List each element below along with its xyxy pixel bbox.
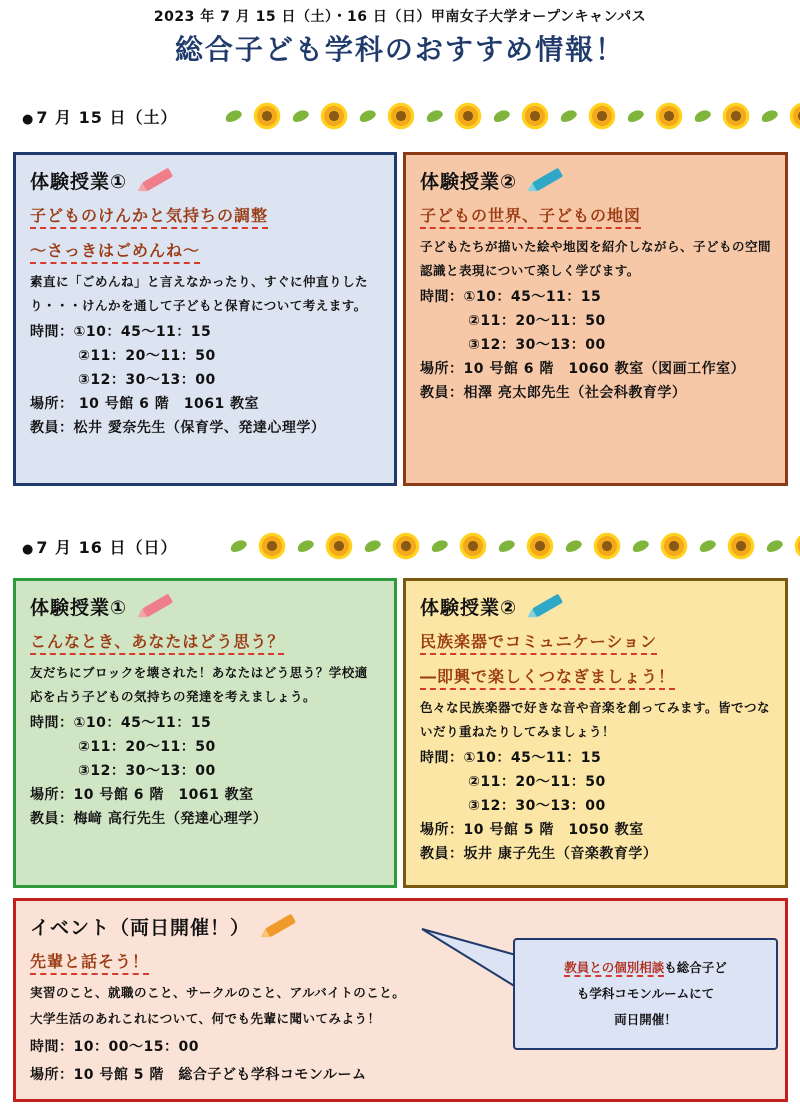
class-subtitle-2: ～さっきはごめんね～ xyxy=(30,238,200,264)
event-subtitle: 先輩と話そう！ xyxy=(30,949,149,975)
class-heading: 体験授業② xyxy=(420,597,518,619)
class-description: 子どもたちが描いた絵や地図を紹介しながら、子どもの空間認識と表現について楽しく学びます。 xyxy=(420,239,772,278)
sunflower-icon xyxy=(788,101,800,131)
pink-pen-icon xyxy=(135,165,176,195)
sunflower-garland-day1 xyxy=(220,101,800,131)
leaf-icon xyxy=(492,108,512,124)
class-place: 場所： 10 号館 6 階 1061 教室 xyxy=(30,396,260,412)
class-heading: 体験授業① xyxy=(30,171,128,193)
day2-date-text: 7 月 16 日（日） xyxy=(36,538,178,557)
class-time-1: 時間：①10：45～11：15 xyxy=(30,715,212,731)
class-subtitle: 子どものけんかと気持ちの調整 xyxy=(30,203,268,229)
sunflower-icon xyxy=(659,531,689,561)
leaf-icon xyxy=(363,538,383,554)
sunflower-icon xyxy=(721,101,751,131)
sunflower-icon xyxy=(520,101,550,131)
callout-text-1: も総合子ど xyxy=(664,960,727,975)
leaf-icon xyxy=(559,108,579,124)
sunflower-icon xyxy=(458,531,488,561)
event-description-1: 実習のこと、就職のこと、サークルのこと、アルバイトのこと。 xyxy=(30,985,406,1000)
blue-pen-icon xyxy=(525,165,566,195)
class-subtitle-2: ―即興で楽しくつなぎましょう！ xyxy=(420,664,675,690)
event-description-2: 大学生活のあれこれについて、何でも先輩に聞いてみよう！ xyxy=(30,1011,381,1026)
sunflower-icon xyxy=(386,101,416,131)
sunflower-icon xyxy=(592,531,622,561)
class-place: 場所：10 号館 6 階 1060 教室（図画工作室） xyxy=(420,361,746,377)
class-description: 友だちにブロックを壊された！あなたはどう思う？学校適応を占う子どもの気持ちの発達を考えましょう。 xyxy=(30,665,368,704)
leaf-icon xyxy=(765,538,785,554)
class-time-3: ③12：30～13：00 xyxy=(78,763,216,779)
class-place: 場所：10 号館 5 階 1050 教室 xyxy=(420,822,644,838)
page-title: 総合子ども学科のおすすめ情報！ xyxy=(174,33,626,66)
class-time-1: 時間：①10：45～11：15 xyxy=(30,324,212,340)
sunflower-icon xyxy=(391,531,421,561)
class-heading: 体験授業② xyxy=(420,171,518,193)
class-description: 色々な民族楽器で好きな音や音楽を創ってみます。皆でつないだり重ねたりしてみましょう！ xyxy=(420,700,771,739)
event-date-line: 2023 年 7 月 15 日（土）・16 日（日）甲南女子大学オープンキャンパス xyxy=(153,9,647,25)
bullet-icon: ● xyxy=(22,112,35,127)
sunflower-icon xyxy=(654,101,684,131)
class-teacher: 教員：坂井 康子先生（音楽教育学） xyxy=(420,846,658,862)
sunflower-icon xyxy=(793,531,800,561)
sunflower-icon xyxy=(319,101,349,131)
leaf-icon xyxy=(430,538,450,554)
leaf-icon xyxy=(564,538,584,554)
leaf-icon xyxy=(698,538,718,554)
day2-class2-box xyxy=(403,578,788,888)
leaf-icon xyxy=(291,108,311,124)
sunflower-icon xyxy=(324,531,354,561)
orange-pen-icon xyxy=(258,911,299,941)
day1-class1-box xyxy=(13,152,397,486)
callout-line-1 xyxy=(564,955,727,981)
leaf-icon xyxy=(229,538,249,554)
class-time-2: ②11：20～11：50 xyxy=(78,348,216,364)
leaf-icon xyxy=(631,538,651,554)
day1-date-label xyxy=(22,105,177,128)
class-time-3: ③12：30～13：00 xyxy=(468,337,606,353)
class-subtitle: こんなとき、あなたはどう思う？ xyxy=(30,629,284,655)
callout-line-3: 両日開催！ xyxy=(614,1012,677,1027)
class-subtitle: 子どもの世界、子どもの地図 xyxy=(420,203,641,229)
sunflower-icon xyxy=(525,531,555,561)
sunflower-icon xyxy=(257,531,287,561)
blue-pen-icon xyxy=(525,591,566,621)
leaf-icon xyxy=(425,108,445,124)
class-heading: 体験授業① xyxy=(30,597,128,619)
class-teacher: 教員：梅﨑 高行先生（発達心理学） xyxy=(30,811,268,827)
sunflower-icon xyxy=(252,101,282,131)
leaf-icon xyxy=(760,108,780,124)
callout-line-2: も学科コモンルームにて xyxy=(576,986,715,1001)
day2-date-label xyxy=(22,535,177,558)
event-place: 場所：10 号館 5 階 総合子ども学科コモンルーム xyxy=(30,1067,367,1083)
class-time-2: ②11：20～11：50 xyxy=(468,313,606,329)
leaf-icon xyxy=(296,538,316,554)
event-heading: イベント（両日開催！） xyxy=(30,917,251,939)
class-description: 素直に「ごめんね」と言えなかったり、すぐに仲直りしたり・・・けんかを通して子どもと保育について考えます。 xyxy=(30,274,369,313)
leaf-icon xyxy=(497,538,517,554)
class-time-1: 時間：①10：45～11：15 xyxy=(420,289,602,305)
day1-class2-box xyxy=(403,152,788,486)
class-time-2: ②11：20～11：50 xyxy=(78,739,216,755)
day2-class1-box xyxy=(13,578,397,888)
leaf-icon xyxy=(693,108,713,124)
pink-pen-icon xyxy=(135,591,176,621)
consultation-callout xyxy=(513,938,778,1050)
sunflower-garland-day2 xyxy=(225,531,800,561)
day1-date-text: 7 月 15 日（土） xyxy=(36,108,178,127)
class-teacher: 教員：相澤 亮太郎先生（社会科教育学） xyxy=(420,385,687,401)
sunflower-icon xyxy=(726,531,756,561)
leaf-icon xyxy=(224,108,244,124)
class-time-1: 時間：①10：45～11：15 xyxy=(420,750,602,766)
sunflower-icon xyxy=(453,101,483,131)
class-place: 場所：10 号館 6 階 1061 教室 xyxy=(30,787,254,803)
class-time-2: ②11：20～11：50 xyxy=(468,774,606,790)
sunflower-icon xyxy=(587,101,617,131)
leaf-icon xyxy=(626,108,646,124)
class-teacher: 教員：松井 愛奈先生（保育学、発達心理学） xyxy=(30,420,326,436)
callout-highlight: 教員との個別相談 xyxy=(564,960,665,975)
class-time-3: ③12：30～13：00 xyxy=(468,798,606,814)
class-time-3: ③12：30～13：00 xyxy=(78,372,216,388)
class-subtitle: 民族楽器でコミュニケーション xyxy=(420,629,657,655)
leaf-icon xyxy=(358,108,378,124)
bullet-icon: ● xyxy=(22,542,35,557)
event-time: 時間：10：00～15：00 xyxy=(30,1039,199,1055)
